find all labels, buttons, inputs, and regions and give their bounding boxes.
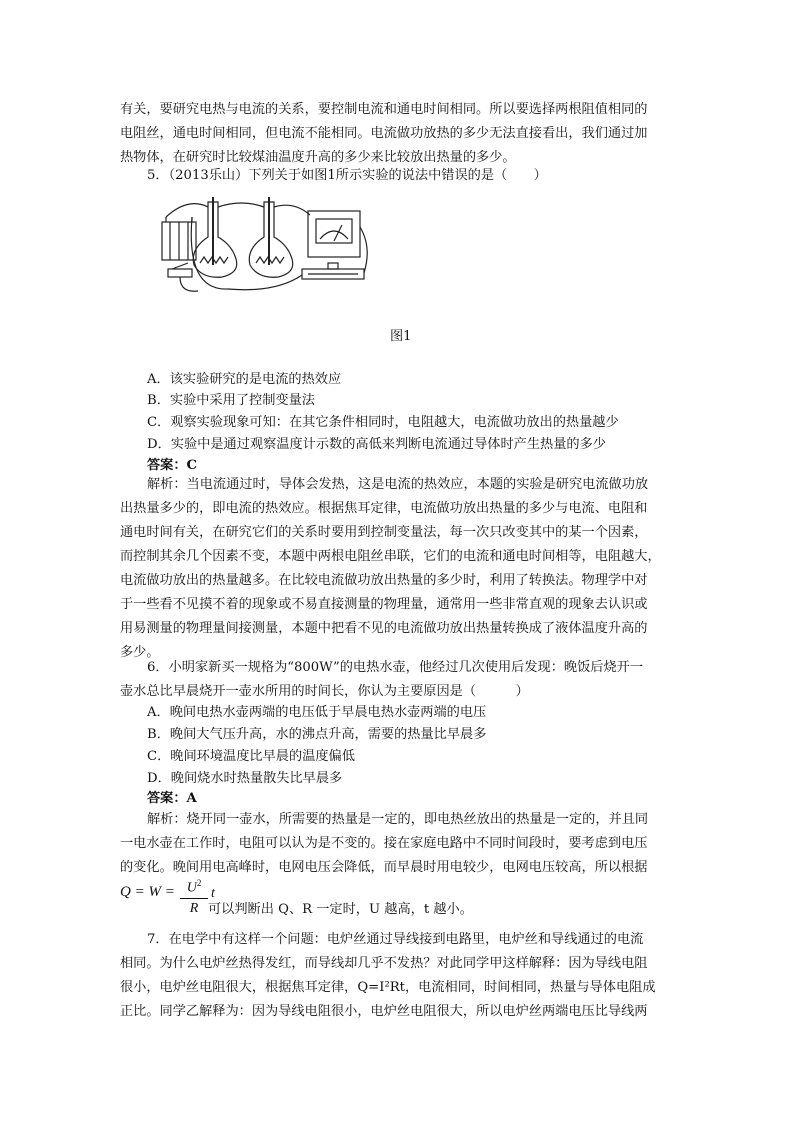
q5-analysis-line: 通电时间有关，在研究它们的关系时要用到控制变量法，每一次只改变其中的某一个因素， <box>120 525 648 540</box>
q5-answer: 答案：C <box>147 458 198 473</box>
intro-line: 电阻丝，通电时间相同，但电流不能相同。电流做功放热的多少无法直接看出，我们通过加 <box>120 126 648 141</box>
q6-analysis-line: 的变化。晚间用电高峰时，电网电压会降低，而早晨时用电较少，电网电压较高，所以根据 <box>120 860 648 875</box>
q7-line: 7．在电学中有这样一个问题：电炉丝通过导线接到电路里，电炉丝和导线通过的电流 <box>147 932 644 947</box>
q6-stem-line: 6．小明家新买一规格为“800W”的电热水壶，他经过几次使用后发现：晚饭后烧开一 <box>147 660 644 675</box>
formula-fraction <box>180 874 208 919</box>
q6-analysis-line: 解析：烧开同一壶水，所需要的热量是一定的，即电热丝放出的热量是一定的，并且同 <box>147 812 649 827</box>
formula-denominator: R <box>189 900 199 916</box>
q6-answer: 答案：A <box>147 791 197 806</box>
q6-analysis-line: 一电水壶在工作时，电阻可以认为是不变的。接在家庭电路中不同时间段时，要考虑到电压 <box>120 836 648 851</box>
q6-option-b: B．晚间大气压升高，水的沸点升高，需要的热量比早晨多 <box>147 727 487 742</box>
q5-option-a: A．该实验研究的是电流的热效应 <box>147 372 342 387</box>
q5-analysis-line: 用易测量的物理量间接测量，本题中把看不见的电流做功放出热量转换成了液体温度升高的 <box>120 621 648 636</box>
q5-analysis-line: 出热量多少的，即电流的热效应。根据焦耳定律，电流做功放出热量的多少与电流、电阻和 <box>120 501 648 516</box>
q5-analysis-line: 多少。 <box>120 645 160 660</box>
q5-analysis-line: 于一些看不见摸不着的现象或不易直接测量的物理量，通常用一些非常直观的现象去认识或 <box>120 597 648 612</box>
q7-line: 正比。同学乙解释为：因为导线电阻很小，电炉丝电阻很大，所以电炉丝两端电压比导线两 <box>120 1004 648 1019</box>
q6-option-d: D．晚间烧水时热量散失比早晨多 <box>147 771 343 786</box>
figure-caption: 图1 <box>390 329 412 344</box>
q5-analysis-line: 电流做功放出的热量越多。在比较电流做功放出热量的多少时，利用了转换法。物理学中对 <box>120 573 648 588</box>
formula-exponent: 2 <box>196 878 202 888</box>
formula-tail: t <box>211 886 215 901</box>
q6-option-c: C．晚间环境温度比早晨的温度偏低 <box>147 749 355 764</box>
formula-conclusion: 可以判断出 Q、R 一定时，U 越高，t 越小。 <box>208 902 473 917</box>
q7-line: 相同。为什么电炉丝热得发红，而导线却几乎不发热？对此同学甲这样解释：因为导线电阻 <box>120 956 648 971</box>
intro-line: 热物体，在研究时比较煤油温度升高的多少来比较放出热量的多少。 <box>120 150 516 165</box>
experiment-apparatus-figure <box>158 197 440 297</box>
q6-stem-line: 壶水总比早晨烧开一壶水所用的时间长，你认为主要原因是（ ） <box>120 684 529 699</box>
q6-option-a: A．晚间电热水壶两端的电压低于早晨电热水壶两端的电压 <box>147 705 487 720</box>
q5-option-c: C．观察实验现象可知：在其它条件相同时，电阻越大，电流做功放出的热量越少 <box>147 415 619 430</box>
q5-stem: 5．（2013乐山）下列关于如图1所示实验的说法中错误的是（ ） <box>147 168 547 183</box>
formula-numerator: U <box>186 880 197 896</box>
joule-formula <box>120 874 680 918</box>
q5-analysis-line: 而控制其余几个因素不变，本题中两根电阻丝串联，它们的电流和通电时间相等，电阻越大， <box>120 549 661 564</box>
q5-analysis-line: 解析：当电流通过时，导体会发热，这是电流的热效应，本题的实验是研究电流做功放 <box>147 477 649 492</box>
formula-lhs: Q = W = <box>120 884 175 900</box>
intro-line: 有关，要研究电热与电流的关系，要控制电流和通电时间相同。所以要选择两根阻值相同的 <box>120 102 648 117</box>
q5-option-d: D．实验中是通过观察温度计示数的高低来判断电流通过导体时产生热量的多少 <box>147 437 606 452</box>
q7-line: 很小，电炉丝电阻很大，根据焦耳定律，Q=I²Rt，电流相同，时间相同，热量与导体电阻成 <box>120 980 656 995</box>
q5-option-b: B．实验中采用了控制变量法 <box>147 393 315 408</box>
